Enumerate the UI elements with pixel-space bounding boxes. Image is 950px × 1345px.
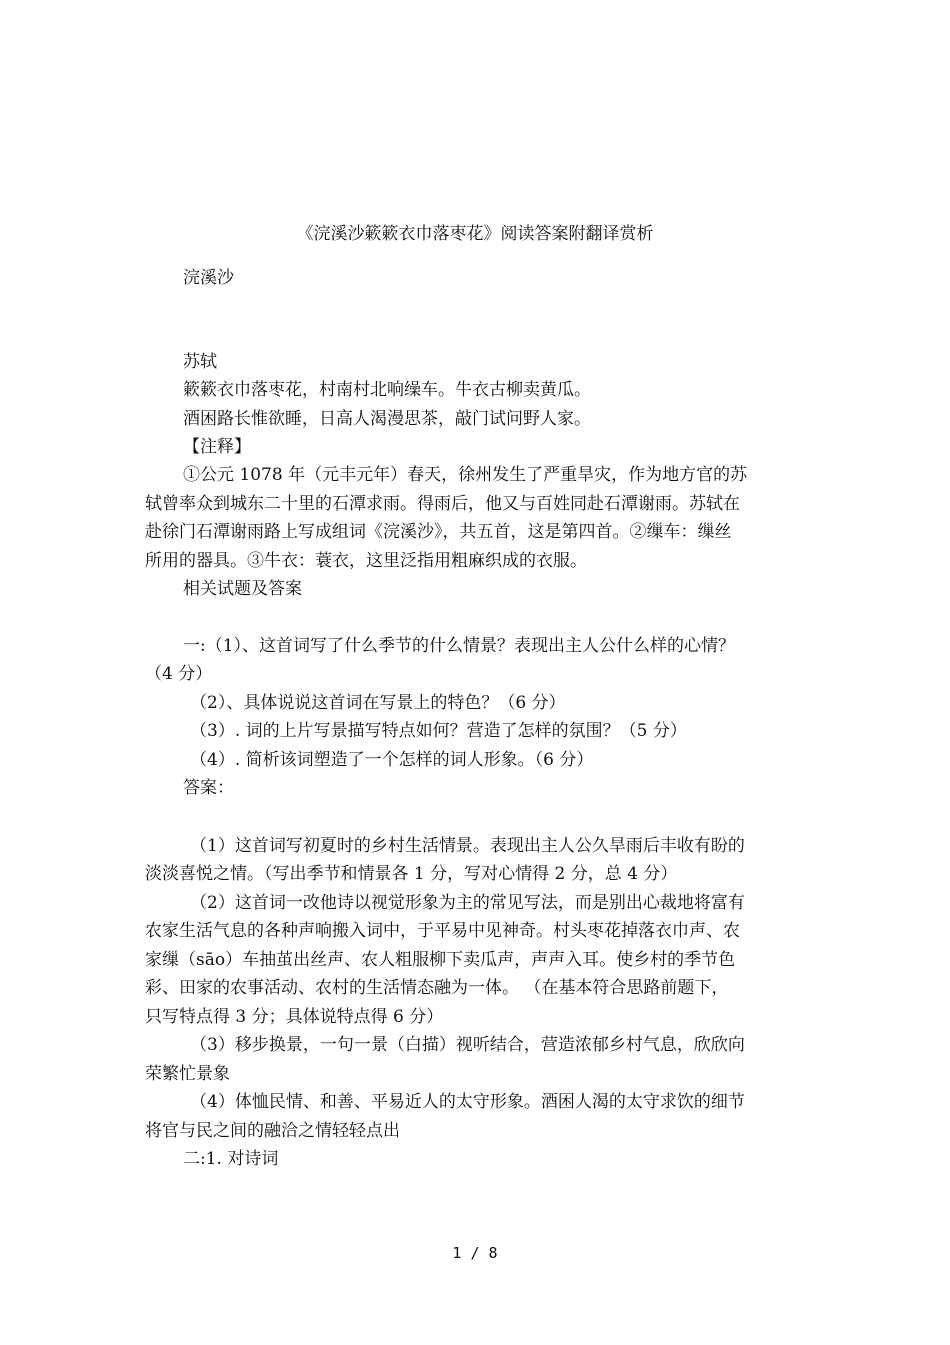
part-2-heading: 二:1. 对诗词	[183, 1149, 279, 1169]
answer-heading: 答案：	[183, 778, 234, 798]
related-heading: 相关试题及答案	[183, 579, 302, 599]
question-2: （2）、具体说说这首词在写景上的特色？（6 分）	[190, 693, 566, 713]
poem-line: 簌簌衣巾落枣花，村南村北响缲车。牛衣古柳卖黄瓜。	[183, 380, 591, 400]
answer-1: 淡淡喜悦之情。（写出季节和情景各 1 分，写对心情得 2 分，总 4 分）	[145, 864, 678, 884]
page-title: 《浣溪沙簌簌衣巾落枣花》阅读答案附翻译赏析	[296, 224, 654, 244]
notes-text: 赴徐门石潭谢雨路上写成组词《浣溪沙》，共五首，这是第四首。②缫车：缫丝	[145, 522, 732, 542]
answer-3: 荣繁忙景象	[145, 1064, 230, 1084]
notes-heading: 【注释】	[183, 437, 251, 457]
answer-1: （1）这首词写初夏时的乡村生活情景。表现出主人公久旱雨后丰收有盼的	[190, 836, 745, 856]
question-4: （4）. 简析该词塑造了一个怎样的词人形象。（6 分）	[190, 750, 594, 770]
answer-2: 彩、田家的农事活动、农村的生活情态融为一体。 （在基本符合思路前题下，	[145, 978, 729, 998]
page-indicator: 1 / 8	[452, 1244, 498, 1262]
answer-2: （2）这首词一改他诗以视觉形象为主的常见写法，而是别出心裁地将富有	[190, 893, 745, 913]
notes-text: 轼曾率众到城东二十里的石潭求雨。得雨后，他又与百姓同赴石潭谢雨。苏轼在	[145, 494, 740, 514]
answer-4: 将官与民之间的融洽之情轻轻点出	[145, 1121, 400, 1141]
notes-text: 所用的器具。③牛衣：蓑衣，这里泛指用粗麻织成的衣服。	[145, 551, 587, 571]
answer-2: 农家生活气息的各种声响搬入词中，于平易中见神奇。村头枣花掉落衣巾声、农	[145, 921, 740, 941]
poem-name: 浣溪沙	[183, 268, 234, 288]
answer-4: （4）体恤民情、和善、平易近人的太守形象。酒困人渴的太守求饮的细节	[190, 1092, 745, 1112]
question-1: 一:（1）、这首词写了什么季节的什么情景？表现出主人公什么样的心情？	[183, 636, 736, 656]
poem-line: 酒困路长惟欲睡，日高人渴漫思茶，敲门试问野人家。	[183, 409, 591, 429]
poem-author: 苏轼	[183, 352, 217, 372]
question-3: （3）. 词的上片写景描写特点如何？营造了怎样的氛围？（5 分）	[190, 721, 687, 741]
notes-text: ①公元 1078 年（元丰元年）春天，徐州发生了严重旱灾，作为地方官的苏	[183, 465, 748, 485]
question-1-points: （4 分）	[145, 664, 213, 684]
answer-3: （3）移步换景，一句一景（白描）视听结合，营造浓郁乡村气息，欣欣向	[190, 1035, 745, 1055]
answer-2: 家缫（sāo）车抽茧出丝声、农人粗服柳下卖瓜声，声声入耳。使乡村的季节色	[145, 950, 736, 970]
answer-2: 只写特点得 3 分；具体说特点得 6 分）	[145, 1007, 444, 1027]
